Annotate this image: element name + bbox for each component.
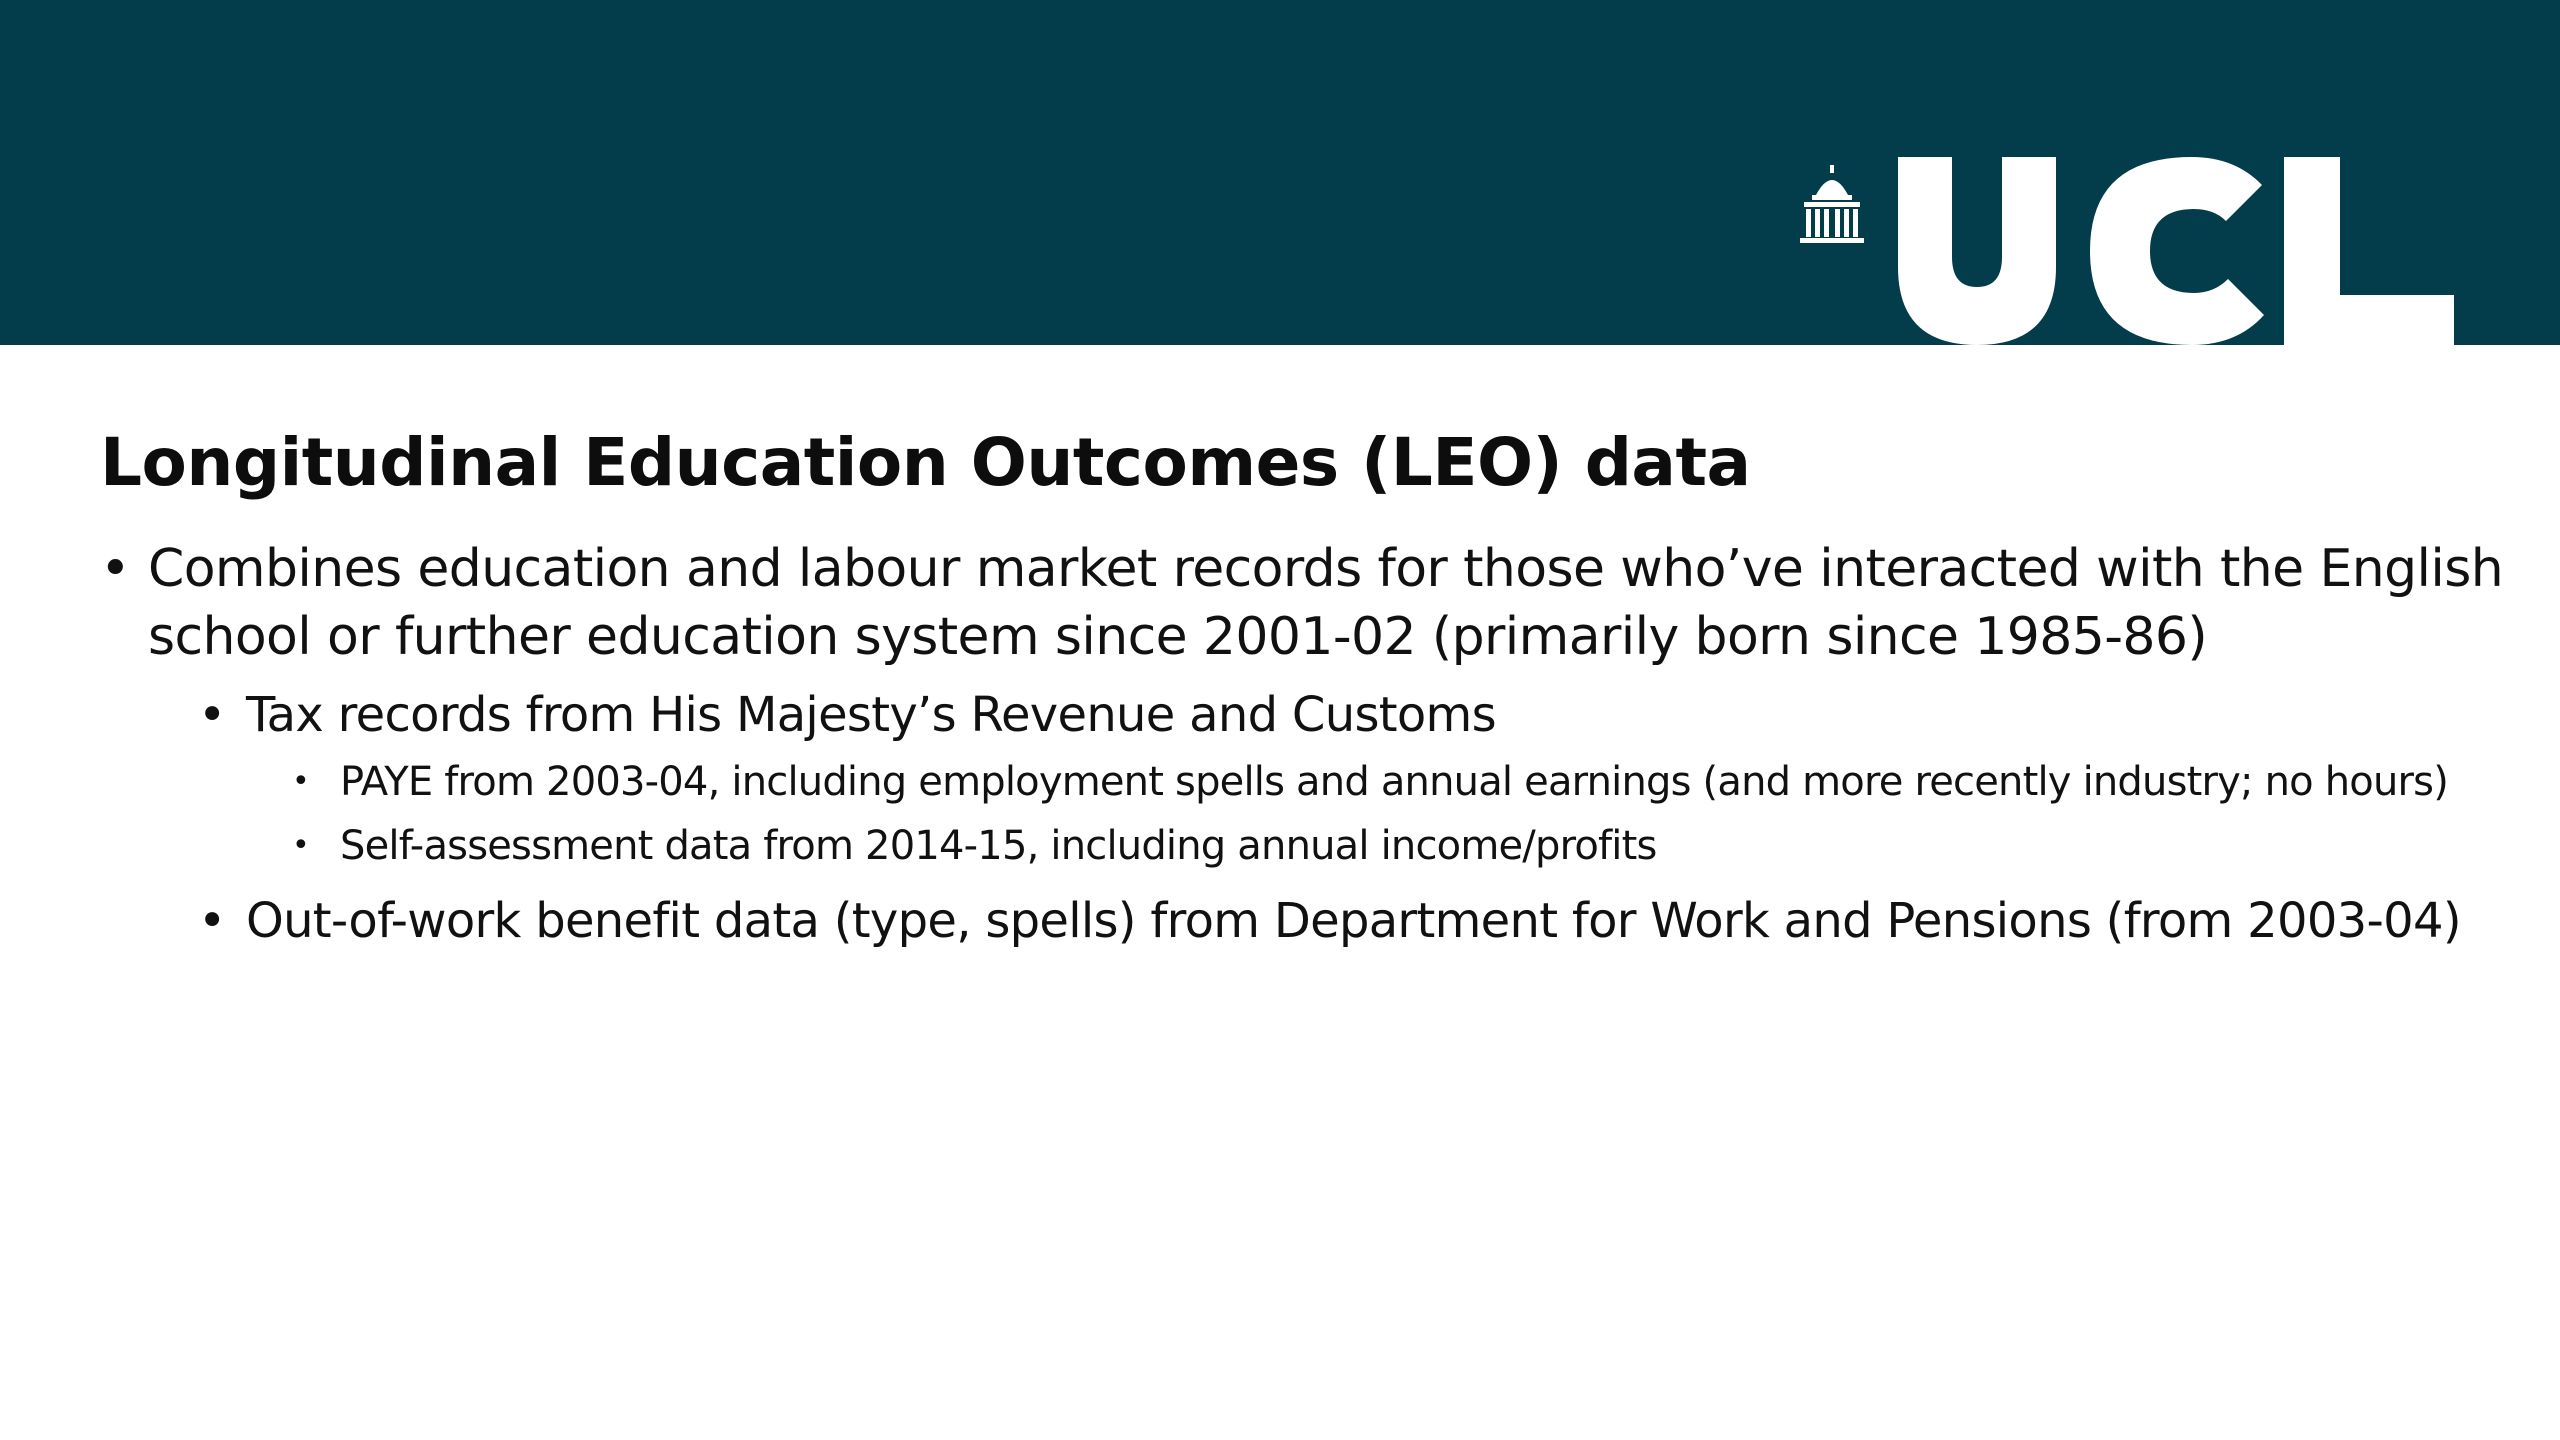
list-item-text: Combines education and labour market records for those who’ve interacted with the English school or further education system since 2001-02 (primarily born since 1985-86): [148, 539, 2504, 667]
bullet-marker: •: [292, 828, 309, 863]
list-item-text: PAYE from 2003-04, including employment spells and annual earnings (and more recently industry; no hours): [340, 759, 2449, 805]
bullet-marker: •: [198, 687, 226, 743]
list-item: [100, 889, 2520, 953]
ucl-logo: [1790, 155, 2460, 345]
bullet-list: [100, 535, 2520, 953]
bullet-marker: •: [292, 764, 309, 799]
list-item: [100, 817, 2520, 875]
list-item-text: Tax records from His Majesty’s Revenue and Customs: [246, 687, 1496, 743]
list-item: [100, 753, 2520, 811]
bullet-marker: •: [198, 893, 226, 949]
content-area: [100, 415, 2520, 953]
list-item: [100, 683, 2520, 747]
list-item-text: Out-of-work benefit data (type, spells) from Department for Work and Pensions (from 2003-04): [246, 893, 2461, 949]
slide-title: Longitudinal Education Outcomes (LEO) data: [100, 424, 1751, 501]
list-item-text: Self-assessment data from 2014-15, including annual income/profits: [340, 823, 1657, 869]
portico-dome-icon: [1800, 165, 1864, 243]
bullet-marker: •: [100, 539, 131, 599]
list-item: [100, 535, 2520, 671]
